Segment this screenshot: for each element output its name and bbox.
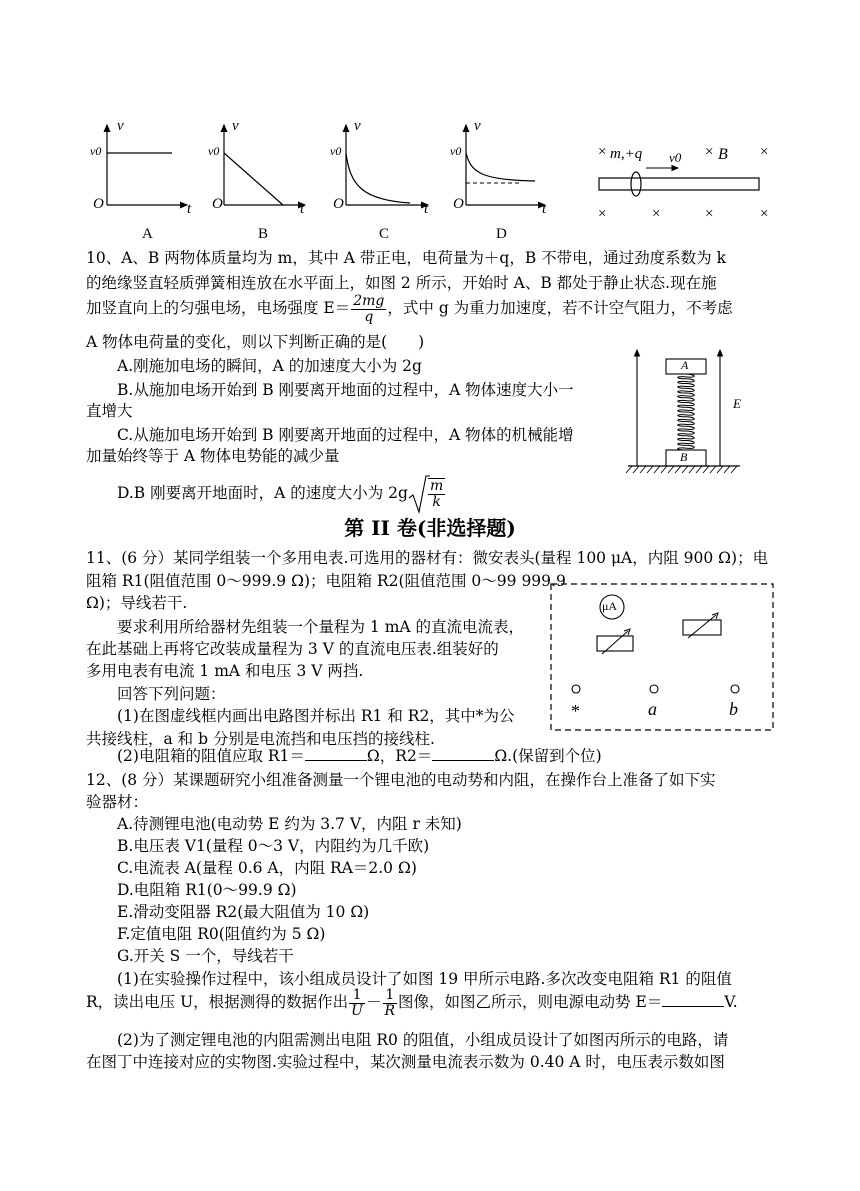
graph-a-v0: v0: [90, 144, 102, 158]
terminal-common: [572, 685, 580, 693]
graph-b-v: v: [232, 118, 239, 134]
q12-part1-line1: (1)在实验操作过程中，该小组成员设计了如图 19 甲所示电路.多次改变电阻箱 R1 的阻值: [117, 970, 732, 988]
terminal-a: [650, 685, 658, 693]
graph-b-v0: v0: [208, 144, 220, 158]
q12-item-e: E.滑动变阻器 R2(最大阻值为 10 Ω): [117, 903, 370, 921]
field-cross: ×: [598, 206, 607, 222]
field-cross: ×: [652, 206, 661, 222]
terminal-b: [731, 685, 739, 693]
microammeter-label: μA: [602, 599, 618, 613]
q10-line1: 10、A、B 两物体质量均为 m，其中 A 带正电，电荷量为＋q，B 不带电，通过劲度系数为 k: [86, 249, 726, 267]
q12-item-b: B.电压表 V1(量程 0～3 V，内阻约为几千欧): [117, 837, 430, 855]
graph-d-origin: O: [453, 196, 464, 212]
graph-d-label: D: [496, 226, 507, 242]
q10-option-d: D.B 刚要离开地面时，A 的速度大小为 2g $\frac{m}{k}$: [86, 474, 677, 514]
q12-part2-line2: 在图丁中连接对应的实物图.实验过程中，某次测量电流表示数为 0.40 A 时，电压表示数如图: [86, 1053, 725, 1071]
graph-a-label: A: [142, 226, 153, 242]
q11-line1: 11、(6 分）某同学组装一个多用电表.可选用的器材有：微安表头(量程 100 μA，内阻 900 Ω)；电: [86, 549, 769, 567]
spring-field-label: E: [733, 396, 741, 411]
resistor-box-2-icon: [683, 613, 721, 638]
graph-a-v: v: [117, 118, 124, 134]
q11-line5: 在此基础上再将它改装成量程为 3 V 的直流电压表.组装好的: [86, 640, 499, 658]
q11-line7: 回答下列问题：: [117, 685, 226, 703]
sqrt-m-over-k: $\frac{m}{k}$: [408, 474, 446, 514]
field-fraction: $\frac{2mg}{q}$: [353, 293, 385, 325]
graph-c-t: t: [424, 201, 429, 217]
graph-a-t: t: [187, 201, 192, 217]
field-label: B: [718, 146, 728, 163]
section-title: 第 II 卷(非选择题): [344, 516, 516, 540]
q10-line3-post: ，式中 g 为重力加速度，若不计空气阻力，不考虑: [387, 299, 733, 318]
spring-block-a: A: [681, 358, 689, 372]
emf-answer-blank[interactable]: [662, 992, 724, 1007]
q11-line2: 阻箱 R1(阻值范围 0～999.9 Ω)；电阻箱 R2(阻值范围 0～99 999.9: [86, 572, 566, 590]
q11-line9: 共接线柱，a 和 b 分别是电流挡和电压挡的接线柱.: [86, 730, 435, 748]
q12-item-a: A.待测锂电池(电动势 E 约为 3.7 V，内阻 r 未知): [117, 815, 462, 833]
fraction-1-over-u: $\frac{1}{U}$: [351, 987, 363, 1019]
q10-option-c2: 加量始终等于 A 物体电势能的减少量: [86, 447, 340, 465]
q10-option-b1: B.从施加电场开始到 B 刚要离开地面的过程中，A 物体速度大小一: [117, 381, 574, 399]
field-cross: ×: [760, 206, 769, 222]
terminal-common-label: *: [571, 701, 580, 721]
graph-b-origin: O: [212, 196, 223, 212]
graph-c-v0: v0: [330, 144, 342, 158]
graph-d-t: t: [542, 201, 547, 217]
q12-line1: 12、(8 分）某课题研究小组准备测量一个锂电池的电动势和内阻，在操作台上准备了如下实: [86, 771, 716, 789]
q10-option-a: A.刚施加电场的瞬间，A 的加速度大小为 2g: [117, 357, 422, 375]
terminal-b-label: b: [729, 699, 738, 719]
q12-line2: 验器材：: [86, 793, 149, 811]
graph-c-v: v: [354, 118, 361, 134]
q12-item-g: G.开关 S 一个，导线若干: [117, 947, 294, 965]
fraction-1-over-r: $\frac{1}{R}$: [384, 987, 396, 1019]
terminal-a-label: a: [648, 699, 657, 719]
graph-d-v: v: [474, 118, 481, 134]
graph-d-v0: v0: [450, 144, 462, 158]
field-cross: ×: [598, 144, 607, 160]
q11-line10: (2)电阻箱的阻值应取 R1＝ Ω，R2＝ Ω.(保留到个位): [117, 747, 602, 765]
q10-option-b2: 直增大: [86, 402, 133, 420]
q10-line4: A 物体电荷量的变化，则以下判断正确的是( ): [86, 333, 425, 351]
q11-line3: Ω)；导线若干.: [86, 594, 188, 612]
q12-item-c: C.电流表 A(量程 0.6 A，内阻 RA＝2.0 Ω): [117, 859, 417, 877]
spring-block-b: B: [680, 450, 688, 464]
graph-b-label: B: [258, 226, 269, 242]
graph-c-origin: O: [333, 196, 344, 212]
graph-b-t: t: [300, 201, 305, 217]
q10-option-c1: C.从施加电场开始到 B 刚要离开地面的过程中，A 物体的机械能增: [117, 426, 574, 444]
q11-line4: 要求利用所给器材先组装一个量程为 1 mA 的直流电流表，: [117, 618, 525, 636]
q11-line8: (1)在图虚线框内画出电路图并标出 R1 和 R2，其中*为公: [117, 707, 515, 725]
graph-c-label: C: [379, 226, 390, 242]
q12-item-d: D.电阻箱 R1(0～99.9 Ω): [117, 881, 297, 899]
charge-label: m,+q: [610, 146, 643, 162]
q11-line6: 多用电表有电流 1 mA 和电压 3 V 两挡.: [86, 662, 364, 680]
q10-line3-pre: 加竖直向上的匀强电场，电场强度 E＝: [86, 299, 351, 318]
field-cross: ×: [705, 206, 714, 222]
resistor-box-1-icon: [597, 629, 633, 654]
field-cross: ×: [760, 144, 769, 160]
q12-item-f: F.定值电阻 R0(阻值约为 5 Ω): [117, 925, 326, 943]
velocity-label: v0: [669, 150, 682, 165]
field-cross: ×: [705, 144, 714, 160]
q12-part1-line2: R，读出电压 U，根据测得的数据作出 $\frac{1}{U}$ － $\frac{1}{R}$ 图像，如图乙所示，则电源电动势 E＝ V.: [86, 987, 738, 1019]
q12-part2-line1: (2)为了测定锂电池的内阻需测出电阻 R0 的阻值，小组成员设计了如图丙所示的电路，请: [117, 1031, 729, 1049]
graph-a-origin: O: [93, 196, 104, 212]
q10-line2: 的绝缘竖直轻质弹簧相连放在水平面上，如图 2 所示，开始时 A、B 都处于静止状态.现在施: [86, 274, 717, 292]
